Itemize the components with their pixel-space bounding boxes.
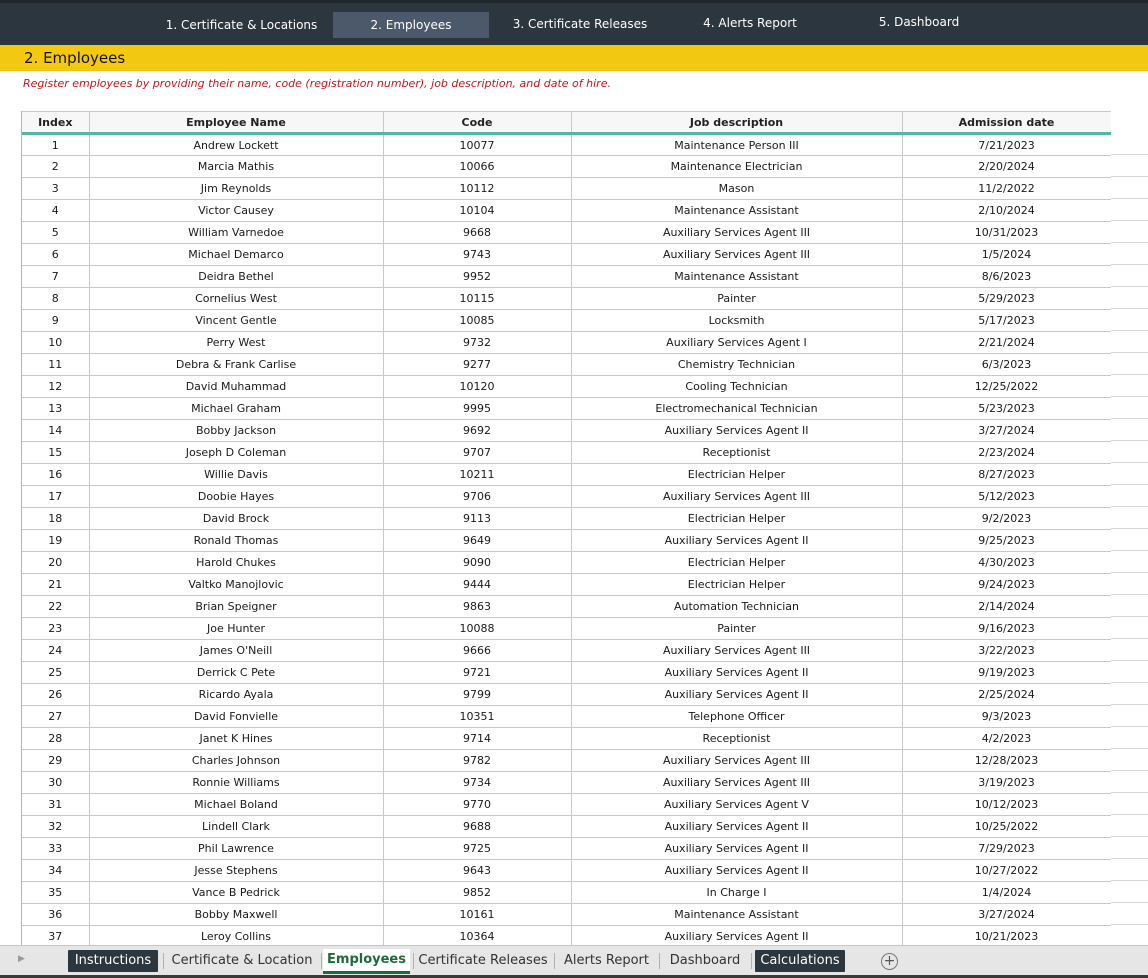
table-row — [22, 750, 1111, 772]
admission-date-cell[interactable]: 10/31/2023 — [902, 222, 1111, 244]
code-cell[interactable]: 9277 — [383, 354, 571, 376]
column-admission-date-header[interactable]: Admission date — [902, 112, 1111, 134]
nav-certificate-locations[interactable]: 1. Certificate & Locations — [165, 18, 318, 32]
job-description-cell[interactable]: Auxiliary Services Agent II — [571, 420, 902, 442]
sheet-gridline — [1111, 858, 1148, 859]
job-description-cell[interactable]: In Charge I — [571, 882, 902, 904]
code-cell[interactable]: 9666 — [383, 640, 571, 662]
page-title: 2. Employees — [24, 49, 126, 67]
sheet-tab-certificate-location[interactable]: Certificate & Location — [171, 953, 313, 968]
code-cell[interactable]: 9090 — [383, 552, 571, 574]
admission-date-cell[interactable]: 2/21/2024 — [902, 332, 1111, 354]
table-row — [22, 332, 1111, 354]
admission-date-cell[interactable]: 5/17/2023 — [902, 310, 1111, 332]
employee-name-cell[interactable]: Victor Causey — [89, 200, 383, 222]
nav-certificate-releases[interactable]: 3. Certificate Releases — [512, 17, 648, 31]
job-description-cell[interactable]: Receptionist — [571, 728, 902, 750]
add-sheet-icon[interactable]: + — [881, 953, 898, 970]
employee-name-cell[interactable]: Joseph D Coleman — [89, 442, 383, 464]
sheet-gridline — [1111, 902, 1148, 903]
tab-separator — [321, 953, 322, 969]
index-cell[interactable]: 11 — [22, 354, 89, 376]
code-cell[interactable]: 9668 — [383, 222, 571, 244]
admission-date-cell[interactable]: 9/24/2023 — [902, 574, 1111, 596]
employee-name-cell[interactable]: Cornelius West — [89, 288, 383, 310]
table-row — [22, 684, 1111, 706]
sheet-gridline — [1111, 352, 1148, 353]
sheet-gridline — [1111, 726, 1148, 727]
employee-name-cell[interactable]: Bobby Jackson — [89, 420, 383, 442]
code-cell[interactable]: 9799 — [383, 684, 571, 706]
code-cell[interactable]: 10351 — [383, 706, 571, 728]
sheet-gridline — [1111, 638, 1148, 639]
code-cell[interactable]: 9770 — [383, 794, 571, 816]
column-code-header[interactable]: Code — [383, 112, 571, 134]
table-row — [22, 266, 1111, 288]
admission-date-cell[interactable]: 4/2/2023 — [902, 728, 1111, 750]
employee-name-cell[interactable]: Michael Graham — [89, 398, 383, 420]
table-header-row — [22, 112, 1111, 134]
admission-date-cell[interactable]: 8/6/2023 — [902, 266, 1111, 288]
table-row — [22, 838, 1111, 860]
index-cell[interactable]: 22 — [22, 596, 89, 618]
job-description-cell[interactable]: Auxiliary Services Agent II — [571, 860, 902, 882]
employee-name-cell[interactable]: Vincent Gentle — [89, 310, 383, 332]
admission-date-cell[interactable]: 3/19/2023 — [902, 772, 1111, 794]
employees-table — [22, 111, 1111, 945]
employee-name-cell[interactable]: Derrick C Pete — [89, 662, 383, 684]
admission-date-cell[interactable]: 5/12/2023 — [902, 486, 1111, 508]
sheet-tab-bar — [0, 945, 1148, 978]
table-row — [22, 816, 1111, 838]
nav-dashboard[interactable]: 5. Dashboard — [878, 15, 960, 29]
table-row — [22, 134, 1111, 156]
employee-name-cell[interactable]: Leroy Collins — [89, 926, 383, 946]
employee-name-cell[interactable]: Marcia Mathis — [89, 156, 383, 178]
table-row — [22, 442, 1111, 464]
job-description-cell[interactable]: Electromechanical Technician — [571, 398, 902, 420]
job-description-cell[interactable]: Auxiliary Services Agent II — [571, 926, 902, 946]
code-cell[interactable]: 10104 — [383, 200, 571, 222]
code-cell[interactable]: 9444 — [383, 574, 571, 596]
code-cell[interactable]: 9707 — [383, 442, 571, 464]
employee-name-cell[interactable]: Bobby Maxwell — [89, 904, 383, 926]
job-description-cell[interactable]: Painter — [571, 288, 902, 310]
table-row — [22, 772, 1111, 794]
admission-date-cell[interactable]: 11/2/2022 — [902, 178, 1111, 200]
employee-name-cell[interactable]: Brian Speigner — [89, 596, 383, 618]
table-row — [22, 508, 1111, 530]
index-cell[interactable]: 29 — [22, 750, 89, 772]
table-row — [22, 618, 1111, 640]
sheet-tab-dashboard[interactable]: Dashboard — [669, 953, 741, 968]
index-cell[interactable]: 35 — [22, 882, 89, 904]
table-row — [22, 200, 1111, 222]
job-description-cell[interactable]: Telephone Officer — [571, 706, 902, 728]
employee-name-cell[interactable]: Ricardo Ayala — [89, 684, 383, 706]
index-cell[interactable]: 26 — [22, 684, 89, 706]
admission-date-cell[interactable]: 1/5/2024 — [902, 244, 1111, 266]
index-cell[interactable]: 19 — [22, 530, 89, 552]
job-description-cell[interactable]: Auxiliary Services Agent II — [571, 530, 902, 552]
code-cell[interactable]: 9649 — [383, 530, 571, 552]
index-cell[interactable]: 32 — [22, 816, 89, 838]
tab-separator — [554, 953, 555, 969]
employee-name-cell[interactable]: Perry West — [89, 332, 383, 354]
sheet-gridline — [1111, 484, 1148, 485]
index-cell[interactable]: 2 — [22, 156, 89, 178]
tab-separator — [163, 953, 164, 969]
code-cell[interactable]: 10211 — [383, 464, 571, 486]
job-description-cell[interactable]: Maintenance Person III — [571, 134, 902, 156]
index-cell[interactable]: 3 — [22, 178, 89, 200]
admission-date-cell[interactable]: 10/21/2023 — [902, 926, 1111, 946]
index-cell[interactable]: 7 — [22, 266, 89, 288]
employee-name-cell[interactable]: Deidra Bethel — [89, 266, 383, 288]
table-row — [22, 530, 1111, 552]
job-description-cell[interactable]: Auxiliary Services Agent II — [571, 838, 902, 860]
index-cell[interactable]: 31 — [22, 794, 89, 816]
admission-date-cell[interactable]: 10/25/2022 — [902, 816, 1111, 838]
index-cell[interactable]: 1 — [22, 134, 89, 156]
employee-name-cell[interactable]: Jim Reynolds — [89, 178, 383, 200]
employee-name-cell[interactable]: Michael Demarco — [89, 244, 383, 266]
sheet-gridline — [1111, 286, 1148, 287]
sheet-gridline — [1111, 462, 1148, 463]
job-description-cell[interactable]: Auxiliary Services Agent III — [571, 222, 902, 244]
job-description-cell[interactable]: Chemistry Technician — [571, 354, 902, 376]
table-row — [22, 640, 1111, 662]
index-cell[interactable]: 5 — [22, 222, 89, 244]
table-row — [22, 662, 1111, 684]
employee-name-cell[interactable]: Michael Boland — [89, 794, 383, 816]
admission-date-cell[interactable]: 10/27/2022 — [902, 860, 1111, 882]
code-cell[interactable]: 9852 — [383, 882, 571, 904]
code-cell[interactable]: 9692 — [383, 420, 571, 442]
code-cell[interactable]: 9952 — [383, 266, 571, 288]
job-description-cell[interactable]: Painter — [571, 618, 902, 640]
sheet-gridline — [1111, 198, 1148, 199]
sheet-gridline — [1111, 748, 1148, 749]
job-description-cell[interactable]: Mason — [571, 178, 902, 200]
job-description-cell[interactable]: Electrician Helper — [571, 508, 902, 530]
employee-name-cell[interactable]: Lindell Clark — [89, 816, 383, 838]
index-cell[interactable]: 30 — [22, 772, 89, 794]
sheet-gridline — [1111, 682, 1148, 683]
page-header-band — [0, 45, 1148, 71]
job-description-cell[interactable]: Maintenance Assistant — [571, 200, 902, 222]
admission-date-cell[interactable]: 9/19/2023 — [902, 662, 1111, 684]
sheet-gridline — [1111, 616, 1148, 617]
index-cell[interactable]: 13 — [22, 398, 89, 420]
index-cell[interactable]: 18 — [22, 508, 89, 530]
index-cell[interactable]: 37 — [22, 926, 89, 946]
admission-date-cell[interactable]: 9/2/2023 — [902, 508, 1111, 530]
admission-date-cell[interactable]: 12/25/2022 — [902, 376, 1111, 398]
index-cell[interactable]: 4 — [22, 200, 89, 222]
admission-date-cell[interactable]: 8/27/2023 — [902, 464, 1111, 486]
employee-name-cell[interactable]: Phil Lawrence — [89, 838, 383, 860]
sheet-gridline — [1111, 220, 1148, 221]
job-description-cell[interactable]: Maintenance Assistant — [571, 266, 902, 288]
sheet-gridline — [1111, 704, 1148, 705]
admission-date-cell[interactable]: 9/3/2023 — [902, 706, 1111, 728]
table-row — [22, 464, 1111, 486]
index-cell[interactable]: 21 — [22, 574, 89, 596]
code-cell[interactable]: 9113 — [383, 508, 571, 530]
job-description-cell[interactable]: Auxiliary Services Agent III — [571, 244, 902, 266]
sheet-gridline — [1111, 814, 1148, 815]
index-cell[interactable]: 27 — [22, 706, 89, 728]
sheet-tab-employees[interactable]: Employees — [323, 949, 410, 974]
employee-name-cell[interactable]: Charles Johnson — [89, 750, 383, 772]
code-cell[interactable]: 10066 — [383, 156, 571, 178]
employee-name-cell[interactable]: Willie Davis — [89, 464, 383, 486]
index-cell[interactable]: 10 — [22, 332, 89, 354]
admission-date-cell[interactable]: 6/3/2023 — [902, 354, 1111, 376]
index-cell[interactable]: 20 — [22, 552, 89, 574]
table-row — [22, 288, 1111, 310]
code-cell[interactable]: 9863 — [383, 596, 571, 618]
code-cell[interactable]: 10364 — [383, 926, 571, 946]
index-cell[interactable]: 16 — [22, 464, 89, 486]
sheet-gridline — [1111, 924, 1148, 925]
job-description-cell[interactable]: Auxiliary Services Agent I — [571, 332, 902, 354]
code-cell[interactable]: 9782 — [383, 750, 571, 772]
code-cell[interactable]: 10115 — [383, 288, 571, 310]
job-description-cell[interactable]: Auxiliary Services Agent II — [571, 684, 902, 706]
job-description-cell[interactable]: Auxiliary Services Agent III — [571, 772, 902, 794]
sheet-gridline — [1111, 308, 1148, 309]
column-job-description-header[interactable]: Job description — [571, 112, 902, 134]
employee-name-cell[interactable]: James O'Neill — [89, 640, 383, 662]
table-row — [22, 420, 1111, 442]
code-cell[interactable]: 9721 — [383, 662, 571, 684]
table-row — [22, 244, 1111, 266]
sheet-gridline — [1111, 374, 1148, 375]
code-cell[interactable]: 9706 — [383, 486, 571, 508]
sheet-tab-certificate-releases[interactable]: Certificate Releases — [418, 953, 548, 968]
column-employee-name-header[interactable]: Employee Name — [89, 112, 383, 134]
employee-name-cell[interactable]: Vance B Pedrick — [89, 882, 383, 904]
table-row — [22, 926, 1111, 946]
employees-table-container — [21, 111, 1111, 945]
employee-name-cell[interactable]: Valtko Manojlovic — [89, 574, 383, 596]
index-cell[interactable]: 12 — [22, 376, 89, 398]
sheet-gridline — [1111, 572, 1148, 573]
code-cell[interactable]: 9643 — [383, 860, 571, 882]
code-cell[interactable]: 9734 — [383, 772, 571, 794]
admission-date-cell[interactable]: 1/4/2024 — [902, 882, 1111, 904]
code-cell[interactable]: 10161 — [383, 904, 571, 926]
code-cell[interactable]: 10088 — [383, 618, 571, 640]
table-row — [22, 398, 1111, 420]
admission-date-cell[interactable]: 2/14/2024 — [902, 596, 1111, 618]
table-row — [22, 156, 1111, 178]
job-description-cell[interactable]: Automation Technician — [571, 596, 902, 618]
admission-date-cell[interactable]: 2/25/2024 — [902, 684, 1111, 706]
sheet-gridline — [1111, 440, 1148, 441]
tab-separator — [413, 953, 414, 969]
admission-date-cell[interactable]: 7/21/2023 — [902, 134, 1111, 156]
sheet-tab-instructions[interactable]: Instructions — [68, 950, 158, 972]
admission-date-cell[interactable]: 3/27/2024 — [902, 420, 1111, 442]
admission-date-cell[interactable]: 4/30/2023 — [902, 552, 1111, 574]
employee-name-cell[interactable]: Jesse Stephens — [89, 860, 383, 882]
table-row — [22, 574, 1111, 596]
sheet-gridline — [1111, 660, 1148, 661]
sheet-gridline — [1111, 792, 1148, 793]
index-cell[interactable]: 34 — [22, 860, 89, 882]
tab-separator — [659, 953, 660, 969]
code-cell[interactable]: 9688 — [383, 816, 571, 838]
sheet-gridline — [1111, 880, 1148, 881]
sheet-gridline — [1111, 330, 1148, 331]
table-row — [22, 596, 1111, 618]
table-row — [22, 310, 1111, 332]
admission-date-cell[interactable]: 5/29/2023 — [902, 288, 1111, 310]
admission-date-cell[interactable]: 5/23/2023 — [902, 398, 1111, 420]
sheet-gridline — [1111, 176, 1148, 177]
job-description-cell[interactable]: Locksmith — [571, 310, 902, 332]
admission-date-cell[interactable]: 2/23/2024 — [902, 442, 1111, 464]
sheet-gridline — [1111, 506, 1148, 507]
job-description-cell[interactable]: Auxiliary Services Agent III — [571, 486, 902, 508]
table-body — [22, 134, 1111, 946]
admission-date-cell[interactable]: 10/12/2023 — [902, 794, 1111, 816]
sheet-gridline — [1111, 770, 1148, 771]
index-cell[interactable]: 25 — [22, 662, 89, 684]
index-cell[interactable]: 15 — [22, 442, 89, 464]
table-row — [22, 728, 1111, 750]
sheet-gridline — [1111, 594, 1148, 595]
top-edge — [0, 0, 1148, 3]
employee-name-cell[interactable]: Ronald Thomas — [89, 530, 383, 552]
index-cell[interactable]: 24 — [22, 640, 89, 662]
index-cell[interactable]: 36 — [22, 904, 89, 926]
job-description-cell[interactable]: Cooling Technician — [571, 376, 902, 398]
admission-date-cell[interactable]: 9/16/2023 — [902, 618, 1111, 640]
code-cell[interactable]: 10112 — [383, 178, 571, 200]
page-subtitle: Register employees by providing their name, code (registration number), job description, and date of hire. — [23, 77, 611, 90]
table-row — [22, 706, 1111, 728]
employee-name-cell[interactable]: William Varnedoe — [89, 222, 383, 244]
employee-name-cell[interactable]: Andrew Lockett — [89, 134, 383, 156]
index-cell[interactable]: 9 — [22, 310, 89, 332]
tab-separator — [751, 953, 752, 969]
admission-date-cell[interactable]: 7/29/2023 — [902, 838, 1111, 860]
column-index-header[interactable]: Index — [22, 112, 89, 134]
table-row — [22, 552, 1111, 574]
employee-name-cell[interactable]: Joe Hunter — [89, 618, 383, 640]
code-cell[interactable]: 10120 — [383, 376, 571, 398]
job-description-cell[interactable]: Auxiliary Services Agent II — [571, 816, 902, 838]
table-row — [22, 486, 1111, 508]
index-cell[interactable]: 28 — [22, 728, 89, 750]
job-description-cell[interactable]: Electrician Helper — [571, 574, 902, 596]
job-description-cell[interactable]: Maintenance Assistant — [571, 904, 902, 926]
sheet-gridline — [1111, 396, 1148, 397]
sheet-gridline — [1111, 836, 1148, 837]
admission-date-cell[interactable]: 3/27/2024 — [902, 904, 1111, 926]
admission-date-cell[interactable]: 2/20/2024 — [902, 156, 1111, 178]
scroll-left-icon[interactable]: ▶ — [18, 954, 25, 964]
code-cell[interactable]: 9995 — [383, 398, 571, 420]
index-cell[interactable]: 33 — [22, 838, 89, 860]
sheet-gridline — [1111, 264, 1148, 265]
table-row — [22, 794, 1111, 816]
table-row — [22, 222, 1111, 244]
employee-name-cell[interactable]: Ronnie Williams — [89, 772, 383, 794]
code-cell[interactable]: 10085 — [383, 310, 571, 332]
sheet-gridline — [1111, 418, 1148, 419]
employee-name-cell[interactable]: Janet K Hines — [89, 728, 383, 750]
table-row — [22, 882, 1111, 904]
job-description-cell[interactable]: Receptionist — [571, 442, 902, 464]
index-cell[interactable]: 8 — [22, 288, 89, 310]
admission-date-cell[interactable]: 2/10/2024 — [902, 200, 1111, 222]
table-row — [22, 376, 1111, 398]
table-row — [22, 860, 1111, 882]
code-cell[interactable]: 10077 — [383, 134, 571, 156]
index-cell[interactable]: 6 — [22, 244, 89, 266]
table-row — [22, 178, 1111, 200]
index-cell[interactable]: 23 — [22, 618, 89, 640]
table-row — [22, 904, 1111, 926]
job-description-cell[interactable]: Electrician Helper — [571, 552, 902, 574]
index-cell[interactable]: 14 — [22, 420, 89, 442]
sheet-gridline — [1111, 528, 1148, 529]
top-navigation-bar — [0, 0, 1148, 45]
employee-name-cell[interactable]: Harold Chukes — [89, 552, 383, 574]
employee-name-cell[interactable]: Doobie Hayes — [89, 486, 383, 508]
sheet-gridline — [1111, 550, 1148, 551]
code-cell[interactable]: 9743 — [383, 244, 571, 266]
nav-employees[interactable]: 2. Employees — [333, 12, 489, 38]
employee-name-cell[interactable]: David Fonvielle — [89, 706, 383, 728]
job-description-cell[interactable]: Auxiliary Services Agent III — [571, 750, 902, 772]
code-cell[interactable]: 9714 — [383, 728, 571, 750]
job-description-cell[interactable]: Auxiliary Services Agent V — [571, 794, 902, 816]
table-row — [22, 354, 1111, 376]
sheet-gridline — [1111, 154, 1148, 155]
admission-date-cell[interactable]: 3/22/2023 — [902, 640, 1111, 662]
sheet-tab-calculations[interactable]: Calculations — [755, 950, 845, 972]
job-description-cell[interactable]: Maintenance Electrician — [571, 156, 902, 178]
sheet-tab-alerts-report[interactable]: Alerts Report — [564, 953, 649, 968]
job-description-cell[interactable]: Auxiliary Services Agent II — [571, 662, 902, 684]
admission-date-cell[interactable]: 9/25/2023 — [902, 530, 1111, 552]
job-description-cell[interactable]: Auxiliary Services Agent III — [571, 640, 902, 662]
index-cell[interactable]: 17 — [22, 486, 89, 508]
sheet-gridline — [1111, 242, 1148, 243]
employee-name-cell[interactable]: David Muhammad — [89, 376, 383, 398]
employee-name-cell[interactable]: David Brock — [89, 508, 383, 530]
nav-alerts-report[interactable]: 4. Alerts Report — [703, 16, 797, 30]
code-cell[interactable]: 9725 — [383, 838, 571, 860]
code-cell[interactable]: 9732 — [383, 332, 571, 354]
job-description-cell[interactable]: Electrician Helper — [571, 464, 902, 486]
admission-date-cell[interactable]: 12/28/2023 — [902, 750, 1111, 772]
employee-name-cell[interactable]: Debra & Frank Carlise — [89, 354, 383, 376]
